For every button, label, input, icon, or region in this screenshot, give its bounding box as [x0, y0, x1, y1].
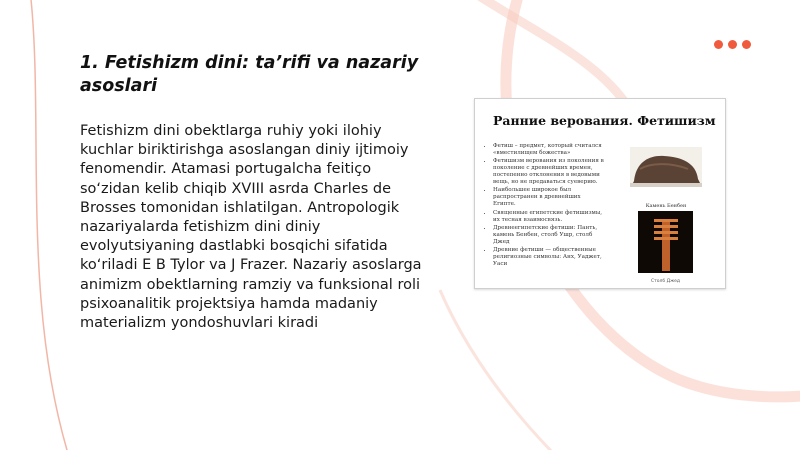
dot-icon — [728, 40, 737, 49]
slide-body-text: Fetishizm dini obektlarga ruhiy yoki ilohiy kuchlar biriktirishga asoslangan diniy ijtimoiy fenomendir. Atamasi portugalcha feitiço so‘zidan kelib chiqib XVIII asrda Charles de Brosses tomonidan ishlatilgan. Antropologik nazariyalarda fetishizm dini diniy evolyutsiyaning dastlabki bosqichi sifatida ko‘riladi E B Tylor va J Frazer. Nazariy asoslarga animizm obektlarning ramziy va funksional roli psixoanalitik projektsiya hamda madaniy materializm yondoshuvlari kiradi — [80, 123, 422, 332]
photo-caption: Камень Бенбен — [645, 203, 687, 209]
decorative-dots — [714, 40, 751, 49]
inset-bullet: • Древнеегипетские фетиши: Панть, камень Бенбен, столб Ушр, столб Джед — [493, 225, 605, 246]
inset-bullet: • Фетиш – предмет, который считался «вместилищем божества» — [493, 143, 605, 157]
photo-caption-2: Столб Джед — [650, 279, 681, 284]
inset-bullet: • Древние фетиши — общественные религиозные символы: Анх, Уаджет, Уаси — [493, 247, 605, 268]
inset-slide-image — [474, 98, 726, 289]
inset-bullet: • Фетишизм верования из поколения в поколение с древнейших времен, постепенно отклонения в ведовыми вещь, но не предаваться суеверию. — [493, 158, 605, 186]
dot-icon — [742, 40, 751, 49]
inset-bullet: • Наибольшее широкое был распространен в древнейших Египте. — [493, 187, 605, 208]
dot-icon — [714, 40, 723, 49]
slide-title: 1. Fetishizm dini: ta’rifi va nazariy asoslari — [80, 53, 419, 96]
inset-bullet: • Священные египетские фетишизмы, их тесная взаимосвязь. — [493, 210, 605, 224]
inset-slide-title: Ранние верования. Фетишизм — [493, 113, 716, 128]
djed-pillar-photo — [638, 211, 693, 273]
inset-bullet-list — [483, 143, 605, 269]
benben-stone-photo — [630, 147, 702, 187]
